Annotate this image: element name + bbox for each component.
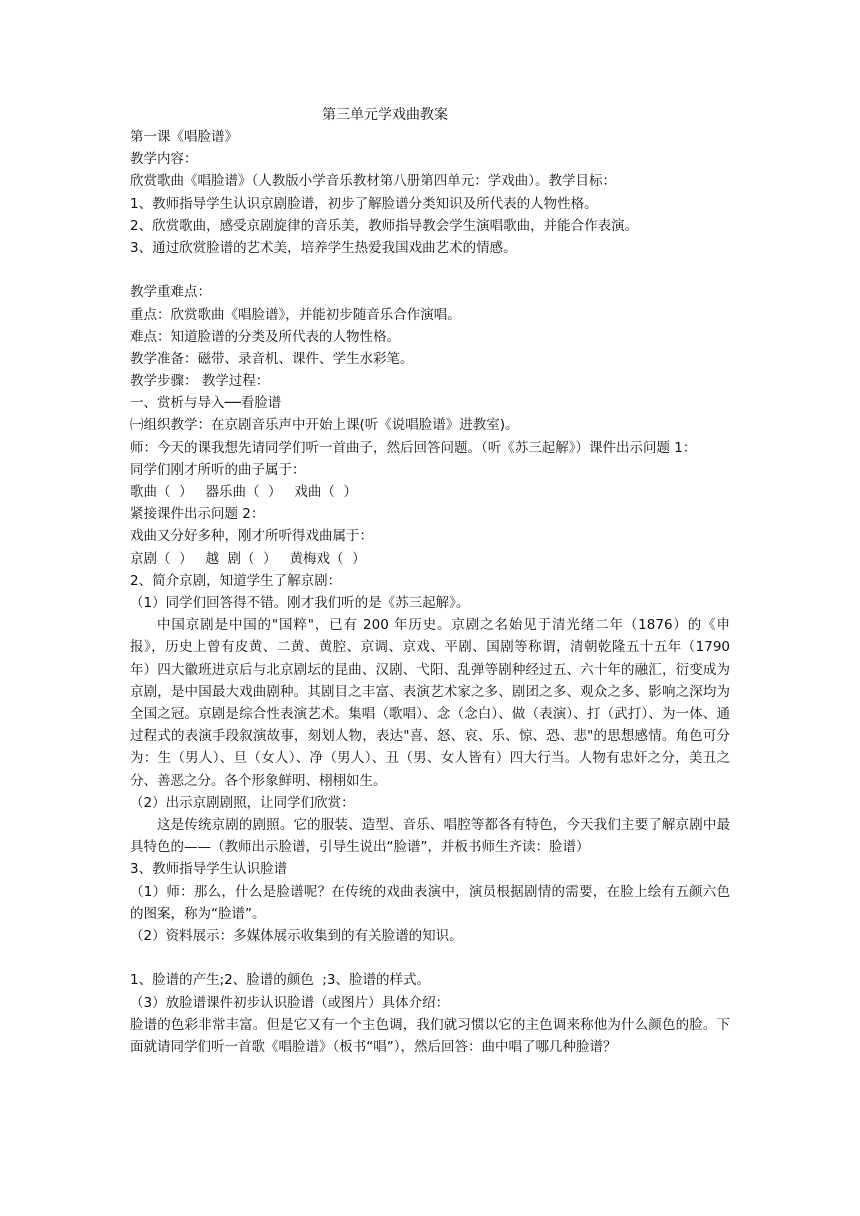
text-line: 戏曲又分好多种，刚才所听得戏曲属于：: [130, 528, 373, 545]
question-options: 京剧（ ） 越 剧（ ） 黄梅戏（ ）: [130, 550, 366, 567]
text-line: 教学准备：磁带、录音机、课件、学生水彩笔。: [130, 350, 414, 367]
text-paragraph: 中国京剧是中国的"国粹"，已有 200 年历史。京剧之名始见于清光绪二年（1876）的《申报》，历史上曾有皮黄、二黄、黄腔、京调、京戏、平剧、国剧等称谓，清朝乾隆五十五年（1790 年）四大徽班进京后与北京剧坛的昆曲、汉剧、弋阳、乱弹等剧种经过五、六十年的融汇，衍变成为京剧，是中国最大戏曲剧种。其剧目之丰富、表演艺术家之多、剧团之多、观众之多、影响之深均为全国之冠。京剧是综合性表演艺术。集唱（歌唱）、念（念白）、做（表演）、打（武打）、为一体、通过程式的表演手段叙演故事，刻划人物，表达"喜、怒、哀、乐、惊、恐、悲"的思想感情。角色可分为：生（男人）、旦（女人）、净（男人）、丑（男、女人皆有）四大行当。人物有忠奸之分，美丑之分、善恶之分。各个形象鲜明、栩栩如生。: [130, 617, 730, 789]
blank-line: [130, 259, 730, 281]
goal-item: 3、通过欣赏脸谱的艺术美，培养学生热爱我国戏曲艺术的情感。: [130, 239, 517, 256]
text-line: （2）资料展示：多媒体展示收集到的有关脸谱的知识。: [130, 927, 463, 944]
section-label: 教学重难点：: [130, 284, 211, 301]
document-body: [130, 126, 730, 1058]
document-title: 第三单元学戏曲教案: [322, 107, 448, 123]
section-heading: 2、简介京剧，知道学生了解京剧：: [130, 572, 342, 589]
section-label: 教学内容：: [130, 151, 198, 168]
text-paragraph: 师：今天的课我想先请同学们听一首曲子，然后回答问题。（听《苏三起解》）课件出示问题 1：: [130, 439, 697, 456]
text-line: 1、脸谱的产生;2、脸谱的颜色 ;3、脸谱的样式。: [130, 972, 430, 989]
text-line: 紧接课件出示问题 2：: [130, 506, 265, 523]
text-line: （3）放脸谱课件初步认识脸谱（或图片）具体介绍：: [130, 994, 450, 1011]
goal-item: 1、教师指导学生认识京剧脸谱，初步了解脸谱分类知识及所代表的人物性格。: [130, 195, 598, 212]
text-line: （2）出示京剧剧照，让同学们欣赏：: [130, 794, 355, 811]
section-heading: 一、赏析与导入──看脸谱: [130, 395, 282, 412]
text-line: 欣赏歌曲《唱脸谱》（人教版小学音乐教材第八册第四单元：学戏曲）。教学目标：: [130, 173, 616, 190]
text-paragraph: 脸谱的色彩非常丰富。但是它又有一个主色调，我们就习惯以它的主色调来称他为什么颜色的脸。下面就请同学们听一首歌《唱脸谱》（板书“唱”），然后回答：曲中唱了哪几种脸谱？: [130, 1016, 730, 1055]
text-line: 难点：知道脸谱的分类及所代表的人物性格。: [130, 328, 400, 345]
section-heading: 3、教师指导学生认识脸谱: [130, 861, 288, 878]
text-line: 教学步骤： 教学过程：: [130, 373, 270, 390]
text-paragraph: （1）师：那么，什么是脸谱呢？在传统的戏曲表演中，演员根据剧情的需要，在脸上绘有五颜六色的图案，称为“脸谱”。: [130, 883, 730, 922]
text-paragraph: 这是传统京剧的剧照。它的服装、造型、音乐、唱腔等都各有特色，今天我们主要了解京剧中最具特色的——（教师出示脸谱，引导生说出“脸谱”，并板书师生齐读：脸谱）: [130, 816, 730, 856]
text-line: ㈠组织教学：在京剧音乐声中开始上课(听《说唱脸谱》进教室)。: [130, 417, 519, 434]
lesson-heading: 第一课《唱脸谱》: [130, 129, 238, 145]
text-line: 同学们刚才所听的曲子属于：: [130, 461, 306, 478]
text-line: 重点：欣赏歌曲《唱脸谱》，并能初步随音乐合作演唱。: [130, 306, 461, 323]
goal-item: 2、欣赏歌曲，感受京剧旋律的音乐美，教师指导教会学生演唱歌曲，并能合作表演。: [130, 217, 639, 234]
text-line: （1）同学们回答得不错。刚才我们听的是《苏三起解》。: [130, 594, 470, 611]
question-options: 歌曲（ ） 器乐曲（ ） 戏曲（ ）: [130, 484, 357, 501]
blank-line: [130, 947, 730, 969]
